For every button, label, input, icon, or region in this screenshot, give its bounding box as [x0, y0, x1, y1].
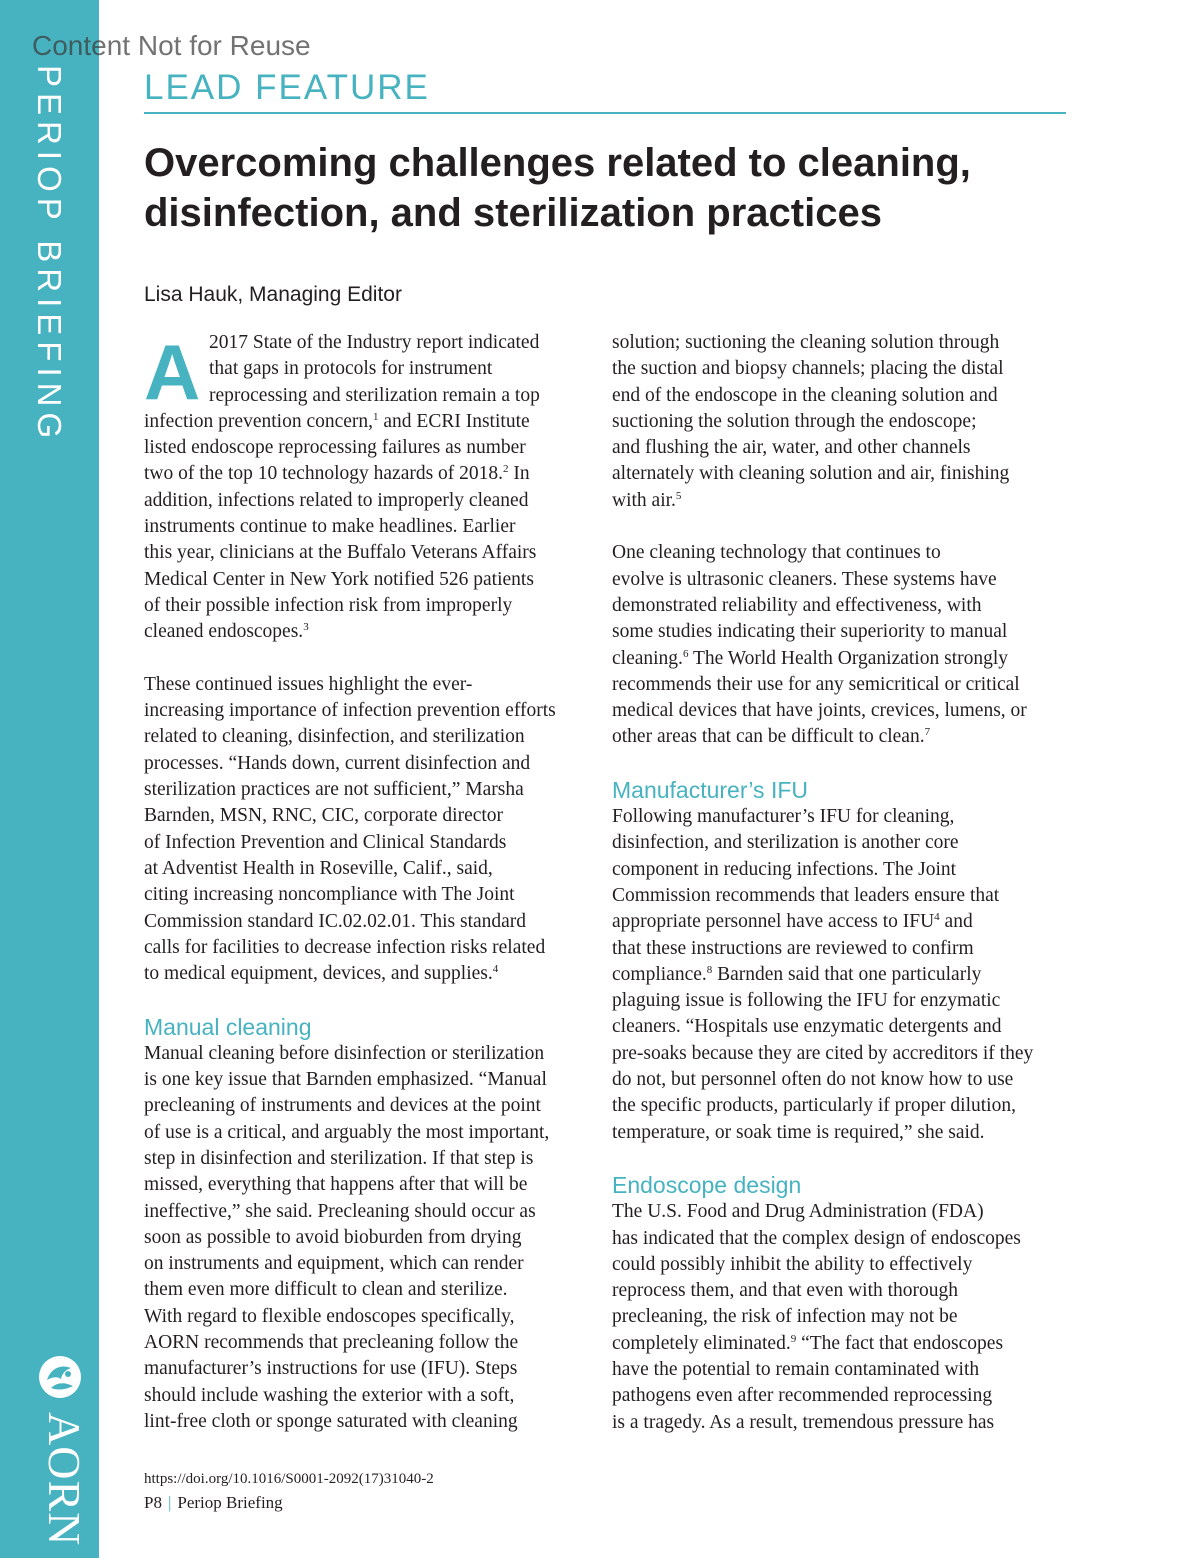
text-line: increasing importance of infection prevention efforts — [144, 700, 556, 722]
citation-superscript: 2 — [503, 463, 509, 476]
text-line: Following manufacturer’s IFU for cleaning, — [612, 806, 955, 828]
text-line: 2017 State of the Industry report indicated — [209, 332, 540, 353]
aorn-logo-icon — [35, 1352, 85, 1402]
text-line: One cleaning technology that continues to — [612, 542, 941, 564]
text-line: that gaps in protocols for instrument — [209, 358, 493, 380]
text-line: reprocess them, and that even with thorough — [612, 1280, 959, 1302]
doi-link[interactable]: https://doi.org/10.1016/S0001-2092(17)31040-2 — [144, 1471, 434, 1487]
text-line: Commission recommends that leaders ensure that — [612, 884, 1000, 906]
text-line: could possibly inhibit the ability to effectively — [612, 1253, 973, 1275]
text-line: two of the top 10 technology hazards of 2018.$^2$ In — [144, 463, 530, 485]
text-line: is one key issue that Barnden emphasized. “Manual — [144, 1069, 547, 1091]
text-line: pre-soaks because they are cited by accreditors if they — [612, 1042, 1034, 1064]
text-line: medical devices that have joints, crevices, lumens, or — [612, 700, 1027, 722]
intro-continuation — [144, 409, 589, 646]
citation-superscript: 4 — [934, 911, 940, 924]
text-line: the specific products, particularly if proper dilution, — [612, 1095, 1016, 1117]
text-line: them even more difficult to clean and sterilize. — [144, 1279, 508, 1301]
text-line: cleaners. “Hospitals use enzymatic detergents and — [612, 1016, 1002, 1038]
sidebar-band — [0, 0, 99, 1558]
text-line: precleaning, the risk of infection may not be — [612, 1306, 958, 1328]
article-headline: Overcoming challenges related to cleaning, disinfection, and sterilization practices — [144, 141, 971, 235]
intro-paragraph — [144, 330, 589, 646]
paragraph-manual-cleaning — [144, 1041, 589, 1435]
citation-superscript: 7 — [924, 726, 931, 739]
text-line: appropriate personnel have access to IFU$^4$ and — [612, 911, 973, 933]
text-line: Barnden, MSN, RNC, CIC, corporate director — [144, 805, 504, 827]
left-column — [144, 330, 589, 1435]
text-line: the suction and biopsy channels; placing the distal — [612, 358, 1004, 380]
journal-title-vertical: PERIOP BRIEFING — [31, 65, 68, 445]
text-line: soon as possible to avoid bioburden from drying — [144, 1226, 522, 1248]
text-line: processes. “Hands down, current disinfection and — [144, 752, 531, 774]
text-line: solution; suctioning the cleaning solution through — [612, 332, 1000, 353]
text-line: AORN recommends that precleaning follow the — [144, 1331, 519, 1353]
text-line: should include washing the exterior with a soft, — [144, 1384, 515, 1406]
text-line: suctioning the solution through the endoscope; — [612, 410, 977, 432]
text-line: of their possible infection risk from improperly — [144, 594, 513, 616]
citation-superscript: 8 — [706, 963, 713, 976]
text-line: plaguing issue is following the IFU for enzymatic — [612, 990, 1001, 1012]
paragraph-ultrasonic — [612, 540, 1064, 750]
text-line: component in reducing infections. The Joint — [612, 858, 957, 880]
text-line: Medical Center in New York notified 526 patients — [144, 568, 534, 590]
text-line: alternately with cleaning solution and air, finishing — [612, 463, 1010, 485]
text-line: lint-free cloth or sponge saturated with cleaning — [144, 1410, 518, 1432]
paragraph-issues — [144, 672, 589, 988]
aorn-logo — [33, 1352, 90, 1547]
text-line: compliance.$^8$ Barnden said that one particularly — [612, 963, 982, 985]
citation-superscript: 6 — [682, 647, 689, 660]
text-line: disinfection, and sterilization is another core — [612, 832, 959, 854]
text-line: some studies indicating their superiority to manual — [612, 621, 1008, 643]
watermark: Content Not for Reuse — [32, 30, 311, 61]
citation-superscript: 1 — [373, 410, 379, 423]
byline: Lisa Hauk, Managing Editor — [144, 283, 402, 306]
text-line: manufacturer’s instructions for use (IFU). Steps — [144, 1358, 518, 1380]
footer-separator: | — [167, 1493, 172, 1512]
page-number: P8 — [144, 1493, 162, 1512]
text-line: other areas that can be difficult to clean.$^7$ — [612, 726, 931, 748]
text-line: ineffective,” she said. Precleaning should occur as — [144, 1200, 536, 1222]
text-line: reprocessing and sterilization remain a top — [209, 384, 540, 406]
text-line: instruments continue to make headlines. Earlier — [144, 516, 516, 538]
text-line: Commission standard IC.02.02.01. This standard — [144, 910, 527, 932]
text-line: pathogens even after recommended reprocessing — [612, 1385, 993, 1407]
aorn-logo-text: AORN — [39, 1412, 90, 1547]
text-line: end of the endoscope in the cleaning solution and — [612, 384, 998, 406]
text-line: listed endoscope reprocessing failures as number — [144, 437, 526, 459]
heading-endoscope-design: Endoscope design — [612, 1172, 802, 1199]
text-line: on instruments and equipment, which can render — [144, 1253, 524, 1275]
drop-cap: A — [144, 328, 201, 416]
text-line: and flushing the air, water, and other channels — [612, 437, 971, 459]
header-rule — [144, 112, 1066, 114]
text-line: These continued issues highlight the ever- — [144, 673, 473, 695]
citation-superscript: 4 — [492, 963, 499, 976]
heading-manufacturer-ifu: Manufacturer’s IFU — [612, 777, 808, 804]
journal-name: Periop Briefing — [177, 1493, 283, 1512]
text-line: have the potential to remain contaminated with — [612, 1358, 980, 1380]
text-line: demonstrated reliability and effectiveness, with — [612, 594, 982, 616]
text-line: to medical equipment, devices, and supplies.$^4$ — [144, 963, 499, 985]
text-line: missed, everything that happens after that will be — [144, 1174, 528, 1196]
heading-manual-cleaning: Manual cleaning — [144, 1013, 312, 1040]
text-line: related to cleaning, disinfection, and sterilization — [144, 726, 525, 748]
paragraph-endoscope-design — [612, 1199, 1064, 1436]
text-line: Manual cleaning before disinfection or sterilization — [144, 1042, 545, 1064]
text-line: evolve is ultrasonic cleaners. These systems have — [612, 568, 997, 590]
text-line: citing increasing noncompliance with The Joint — [144, 884, 515, 906]
text-line: precleaning of instruments and devices at the point — [144, 1095, 541, 1117]
text-line: infection prevention concern,$^1$ and ECRI Institute — [144, 410, 530, 432]
paragraph-ifu — [612, 804, 1064, 1146]
text-line: that these instructions are reviewed to confirm — [612, 937, 974, 959]
citation-superscript: 5 — [675, 489, 682, 502]
text-line: step in disinfection and sterilization. If that step is — [144, 1147, 534, 1169]
text-line: sterilization practices are not sufficient,” Marsha — [144, 779, 524, 801]
citation-superscript: 3 — [303, 621, 309, 634]
text-line: addition, infections related to improperly cleaned — [144, 489, 529, 511]
text-line: with air.$^5$ — [612, 489, 682, 511]
text-line: this year, clinicians at the Buffalo Veterans Affairs — [144, 542, 537, 564]
section-label: LEAD FEATURE — [144, 68, 430, 107]
text-line: cleaned endoscopes.$^3$ — [144, 621, 309, 643]
text-line: at Adventist Health in Roseville, Calif., said, — [144, 857, 493, 879]
text-line: The U.S. Food and Drug Administration (FDA) — [612, 1201, 984, 1223]
text-line: completely eliminated.$^9$ “The fact that endoscopes — [612, 1332, 1004, 1354]
text-line: cleaning.$^6$ The World Health Organization strongly — [612, 647, 1009, 669]
citation-superscript: 9 — [790, 1332, 797, 1345]
text-line: of use is a critical, and arguably the most important, — [144, 1121, 550, 1143]
text-line: do not, but personnel often do not know how to use — [612, 1069, 1014, 1091]
text-line: With regard to flexible endoscopes specifically, — [144, 1305, 515, 1327]
text-line: calls for facilities to decrease infection risks related — [144, 936, 546, 958]
text-line: is a tragedy. As a result, tremendous pressure has — [612, 1411, 995, 1433]
paragraph-cleaning-steps — [612, 330, 1064, 514]
text-line: has indicated that the complex design of endoscopes — [612, 1227, 1021, 1249]
text-line: temperature, or soak time is required,” she said. — [612, 1121, 985, 1143]
text-line: recommends their use for any semicritical or critical — [612, 673, 1020, 695]
page-footer — [144, 1493, 283, 1513]
text-line: of Infection Prevention and Clinical Standards — [144, 831, 507, 853]
right-column — [612, 330, 1064, 1436]
